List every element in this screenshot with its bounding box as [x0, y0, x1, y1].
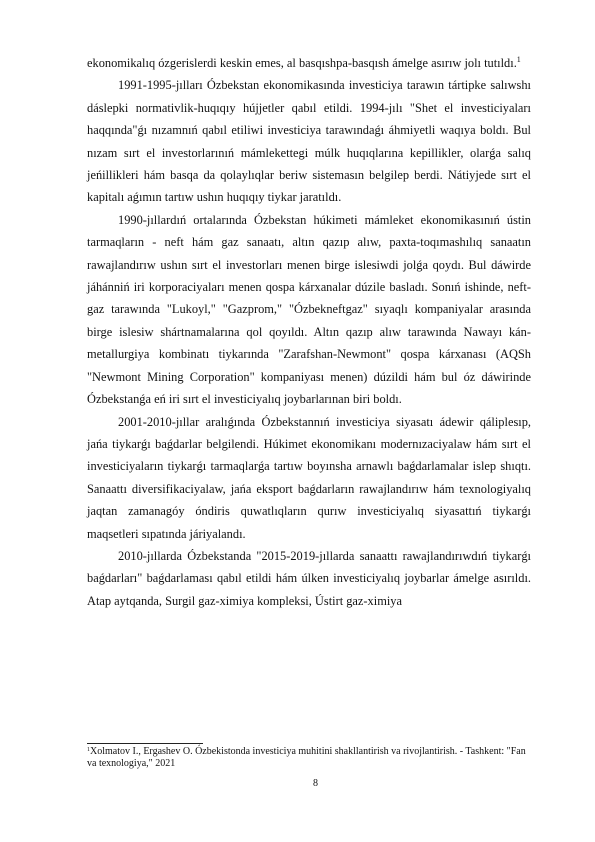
paragraph-5: 2010-jıllarda Ózbekstanda "2015-2019-jıllarda sanaattı rawajlandırıwdıń tiykarǵı baǵdarları" baǵdarlaması qabıl etildi hám úlken investiciyalıq joybarlar ámelge asırıldı. Atap aytqanda, Surgil gaz-ximiya kompleksi, Ústirt gaz-ximiya: [87, 548, 531, 608]
page-number: 8: [313, 778, 318, 789]
paragraph-3: 1990-jıllardıń ortalarında Ózbekstan húkimeti mámleket ekonomikasınıń ústin tarmaqların - neft hám gaz sanaatı, altın qazıp alıw, paxta-toqımashılıq sanaatın rawajlandırıw ushın sırt el investorları menen birge islesiwdi jolǵa qoydı. Bul dáwirde jáhánniń iri korporaciyaları menen qospa kárxanalar dúzile basladı. Sonıń ishinde, neft-gaz tarawında "Lukoyl," "Gazprom," "Ózbekneftgaz" sıyaqlı kompaniyalar arasında birge islesiw shártnamalarına qol qoyıldı. Altın qazıp alıw tarawında Nawayı kán-metallurgiya kombinatı tiykarında "Zarafshan-Newmont" qospa kárxanası (AQSh "Newmont Mining Corporation" kompaniyası menen) dúzildi hám bul óz dáwirinde Ózbekstanǵa eń iri sırt el investiciyalıq joybarlarınan biri boldı.: [87, 212, 531, 407]
paragraph-1: [87, 52, 531, 74]
footnote-text: Xolmatov I., Ergashev O. Ózbekistonda investiciya muhitini shakllantirish va rivojlantirish. - Tashkent: "Fan va texnologiya," 2021: [87, 746, 526, 769]
body-text: [87, 52, 531, 612]
footnote-reference[interactable]: 1: [516, 55, 521, 64]
paragraph-4: 2001-2010-jıllar aralıǵında Ózbekstannıń investiciya siyasatı ádewir qáliplesıp, jańa tiykarǵı baǵdarlar belgilendi. Húkimet ekonomikanı modernızaciyalaw hám sırt el investiciyaların tiykarǵı tarmaqlarǵa tartıw boyınsha arnawlı baǵdarlamalar islep shıqtı. Sanaattı diversifikaciyalaw, jańa eksport baǵdarların rawajlandırıw hám texnologiyalıq jaqtan zamanagóy óndiris quwatlıqların qurıw investiciyalıq siyasattıń tiykarǵı maqsetleri sıpatında járiyalandı.: [87, 414, 531, 541]
footnote-marker: 1: [87, 747, 90, 753]
footnote-divider: [87, 743, 203, 744]
footnote: [87, 746, 531, 770]
paragraph-2: 1991-1995-jılları Ózbekstan ekonomikasında investiciya tarawın tártipke salıwshı dáslepki normativlik-huqıqıy hújjetler qabıl etildi. 1994-jılı "Shet el investiciyaları haqqında"ǵı nızamnıń qabıl etiliwi investiciya tarawındaǵı áhmiyetli waqıya boldı. Bul nızam sırt el investorlarınıń mámlekettegi múlk huqıqlarına kepillikler, olarǵa salıq jeńillikleri hám basqa da qolaylıqlar beriw sistemasın belgilep berdi. Nátiyjede sırt el kapitalı aǵımın tartıw ushın huqıqıy tiykar jaratıldı.: [87, 78, 531, 205]
paragraph-1-text: ekonomikalıq ózgerislerdi keskin emes, al basqıshpa-basqısh ámelge asırıw jolı tutıldı.: [87, 56, 517, 70]
